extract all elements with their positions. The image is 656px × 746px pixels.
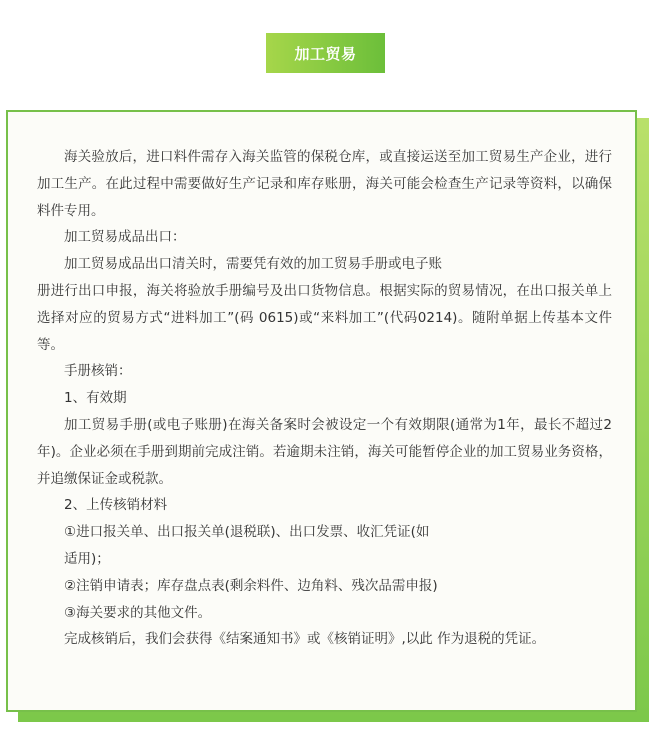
paragraph-customs-release: 海关验放后，进口料件需存入海关监管的保税仓库，或直接运送至加工贸易生产企业，进行加工生产。在此过程中需要做好生产记录和库存账册，海关可能会检查生产记录等资料，以确保料件专用。 — [37, 149, 612, 219]
paragraph-validity-period: 加工贸易手册(或电子账册)在海关备案时会被设定一个有效期限(通常为1年，最长不超过2年)。企业必须在手册到期前完成注销。若逾期未注销，海关可能暂停企业的加工贸易业务资格，并追缴保证金或税款。 — [37, 416, 612, 487]
list-item-cancellation-form: ②注销申请表；库存盘点表(剩余料件、边角料、残次品需申报) — [64, 577, 438, 594]
paragraph-export-clearance: 加工贸易成品出口清关时，需要凭有效的加工贸易手册或电子账 — [64, 256, 442, 273]
list-item-other-documents: ③海关要求的其他文件。 — [64, 604, 212, 621]
article-body — [37, 144, 612, 653]
section-title-badge — [266, 33, 385, 73]
list-item-declaration-forms-cont: 适用)； — [64, 550, 110, 567]
section-title: 加工贸易 — [294, 44, 357, 63]
heading-upload-materials: 2、上传核销材料 — [64, 497, 168, 514]
content-panel — [6, 110, 637, 712]
heading-finished-product-export: 加工贸易成品出口： — [64, 229, 186, 246]
list-item-declaration-forms: ①进口报关单、出口报关单(退税联)、出口发票、收汇凭证(如 — [64, 524, 430, 541]
paragraph-completion: 完成核销后，我们会获得《结案通知书》或《核销证明》,以此 作为退税的凭证。 — [64, 631, 546, 648]
heading-validity-period: 1、有效期 — [64, 390, 127, 407]
heading-manual-verification: 手册核销： — [64, 363, 132, 380]
paragraph-export-declaration: 册进行出口申报，海关将验放手册编号及出口货物信息。根据实际的贸易情况，在出口报关单上选择对应的贸易方式“进料加工”(码 0615)或“来料加工”(代码0214)。随附单据上传基本文件等。 — [37, 282, 612, 353]
